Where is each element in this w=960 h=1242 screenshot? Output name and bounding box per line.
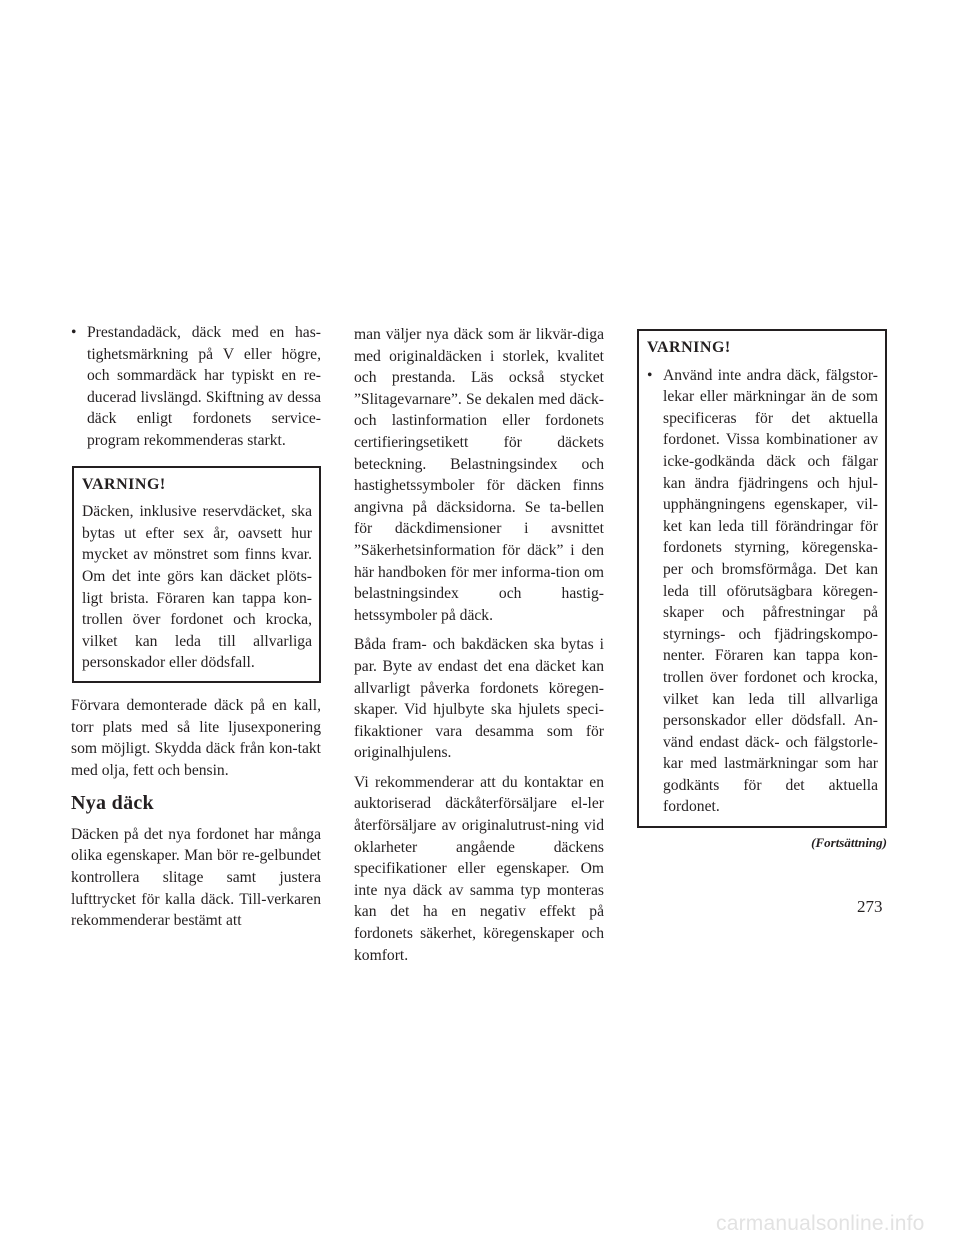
- pair-replacement-paragraph: Båda fram- och bakdäcken ska bytas i par. Byte av endast det ena däcket kan allvarligt påverka fordonets köregen-skaper. Vid hjulbyte ska hjulets speci-fikaktioner vara desamma som för originalhjulens.: [354, 636, 604, 762]
- middle-column: [354, 324, 604, 974]
- right-column: [637, 329, 887, 854]
- dealer-contact-paragraph: Vi rekommenderar att du kontaktar en auktoriserad däckåterförsäljare el-ler återförsäljare av originalutrust-ning vid oklarheter angående däckens specifikationer eller egenskaper. Om inte nya däck av samma typ monteras kan det ha en negativ effekt på fordonets säkerhet, köregenskaper och komfort.: [354, 773, 604, 964]
- continued-label: (Fortsättning): [811, 835, 887, 851]
- storage-paragraph: Förvara demonterade däck på en kall, torr plats med så lite ljusexponering som möjligt. Skydda däck från kon-takt med olja, fett och bensin.: [71, 696, 321, 779]
- warning-box-tire-age: [72, 466, 321, 683]
- watermark: carmanualsonline.info: [716, 1212, 925, 1235]
- left-column: [71, 322, 321, 940]
- warning-text: Däcken, inklusive reservdäcket, ska bytas ut efter sex år, oavsett hur mycket av mönstret som finns kvar. Om det inte görs kan däcket plöts-ligt brista. Föraren kan tappa kon-trollen över fordonet och krocka, vilket kan leda till allvarliga personskador eller dödsfall.: [82, 503, 312, 672]
- bullet-symbol: •: [647, 366, 653, 384]
- tire-selection-paragraph: man väljer nya däck som är likvär-diga med originaldäcken i storlek, kvalitet och prestanda. Läs också stycket ”Slitagevarnare”. Se dekalen med däck- och lastinformation eller fordonets certifieringsetikett för däckets beteckning. Belastningsindex och hastighetssymboler för däcken finns angivna på däcksidorna. Se ta-bellen för däckdimensioner i avsnittet ”Säkerhetsinformation för däck” i den här handboken för mer informa-tion om belastningsindex och hastig-hetssymboler på däck.: [354, 326, 604, 624]
- page-number: 273: [857, 897, 883, 916]
- warning-box-tire-sizes: [637, 329, 887, 828]
- section-heading-new-tires: Nya däck: [71, 792, 154, 815]
- warning-bullet: [647, 365, 878, 818]
- bullet-text: Prestandadäck, däck med en has-tighetsmärkning på V eller högre, och sommardäck har typiskt en re-ducerad livslängd. Skiftning av dessa däck enligt fordonets service-program rekommenderas starkt.: [87, 324, 321, 449]
- bullet-symbol: •: [71, 324, 77, 341]
- warning-title: VARNING!: [82, 475, 166, 493]
- warning-bullet-text: Använd inte andra däck, fälgstor-lekar eller märkningar än de som specificeras för det aktuella fordonet. Vissa kombinationer av icke-godkända däck och fälgar kan ändra fjädringens och hjul-upphängningens egenskaper, vil-ket kan leda till förändringar för fordonets styrning, köregenska-per och bromsförmåga. Det kan leda till oförutsägbara köregen-skaper och påfrestningar på styrnings- och fjädringskompo-nenter. Föraren kan tappa kon-trollen över fordonet och krocka, vilket kan leda till allvarliga personskador eller dödsfall. An-vänd endast däck- och fälgstorle-kar med lastmärkningar som har godkänts för det aktuella fordonet.: [663, 366, 878, 816]
- performance-tires-bullet: [71, 322, 321, 452]
- warning-title: VARNING!: [647, 339, 731, 356]
- new-tires-paragraph: Däcken på det nya fordonet har många olika egenskaper. Man bör re-gelbundet kontrollera slitage samt justera lufttrycket för kalla däck. Till-verkaren rekommenderar bestämt att: [71, 825, 321, 930]
